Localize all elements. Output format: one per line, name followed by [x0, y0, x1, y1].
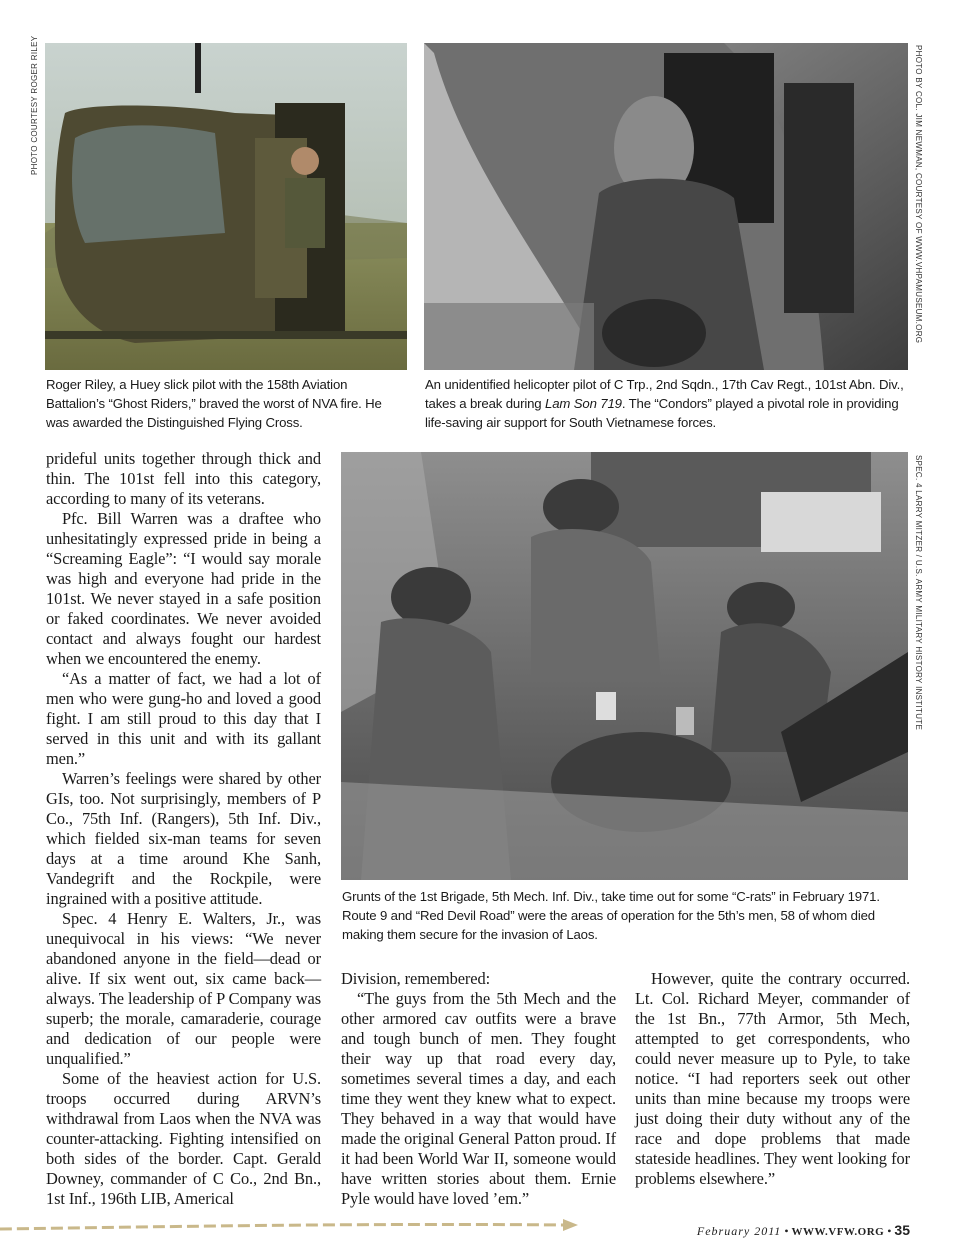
- paragraph: However, quite the contrary occurred. Lt. Col. Richard Meyer, commander of the 1st Bn., 77th Armor, 5th Mech, attempted to get correspondents, who could never measure up to Pyle, to take notice. “I had reporters seek out other units than mine because my troops were just doing their duty without any of the race and dope problems that made stateside headlines. They went looking for problems elsewhere.”: [635, 969, 910, 1188]
- caption-grunts-text: Grunts of the 1st Brigade, 5th Mech. Inf. Div., take time out for some “C-rats” in February 1971. Route 9 and “Red Devil Road” were the areas of operation for the 5th’s men, 58 of whom died making them secure for the invasion of Laos.: [342, 889, 880, 942]
- photo-grunts-c-rats: [341, 452, 908, 880]
- caption-condor-post: . The “Condors” played a pivotal role in providing life-saving air support for South Vietnamese forces.: [425, 396, 899, 430]
- photo-credit-mitzer: SPEC. 4 LARRY MITZER / U.S. ARMY MILITARY HISTORY INSTITUTE: [914, 455, 923, 731]
- photo-huey-pilot-riley: [45, 43, 407, 370]
- paragraph: “As a matter of fact, we had a lot of men who were gung-ho and loved a good fight. I am still proud to this day that I served in this unit and with its gallant men.”: [46, 669, 321, 768]
- page-footer: [697, 1222, 910, 1239]
- caption-riley-text: Roger Riley, a Huey slick pilot with the 158th Aviation Battalion’s “Ghost Riders,” braved the worst of NVA fire. He was awarded the Distinguished Flying Cross.: [46, 377, 382, 430]
- caption-condor: [425, 375, 909, 432]
- column-middle: [341, 969, 616, 1209]
- photo-condor-pilot: [424, 43, 908, 370]
- caption-condor-pre: An unidentified helicopter pilot of C Trp., 2nd Sqdn., 17th Cav Regt., 101st Abn. Div., takes a break during: [425, 377, 904, 411]
- column-left: [46, 449, 321, 1209]
- footer-dash-rule: [0, 1219, 580, 1239]
- caption-grunts: [342, 887, 908, 944]
- footer-issue-date: February 2011: [696, 1224, 782, 1238]
- photo-credit-riley: PHOTO COURTESY ROGER RILEY: [30, 35, 39, 175]
- caption-riley: [46, 375, 402, 432]
- paragraph: Division, remembered:: [341, 969, 491, 988]
- footer-bullet: •: [784, 1224, 789, 1238]
- page-number: 35: [894, 1222, 910, 1238]
- paragraph: Some of the heaviest action for U.S. troops occurred during ARVN’s withdrawal from Laos when the NVA was counter-attacking. Fighting intensified on both sides of the border. Capt. Gerald Downey, commander of C Co., 2nd Bn., 1st Inf., 196th LIB, Americal: [46, 1069, 321, 1208]
- paragraph: “The guys from the 5th Mech and the other armored cav outfits were a brave and tough bunch of men. They fought their way up that road every day, sometimes several times a day, and each time they went they knew what to expect. They behaved in a way that would have made the original General Patton proud. If it had been World War II, someone would have written stories about them. Ernie Pyle would have loved ’em.”: [341, 989, 616, 1208]
- paragraph: Spec. 4 Henry E. Walters, Jr., was unequivocal in his views: “We never abandoned anyone in the field—dead or alive. If six went out, six came back—always. The leadership of P Company was superb; the morale, camaraderie, courage and dedication of our people were unqualified.”: [46, 909, 321, 1068]
- footer-bullet: •: [887, 1224, 892, 1238]
- column-right: [635, 969, 910, 1189]
- paragraph: Warren’s feelings were shared by other GIs, too. Not surprisingly, members of P Co., 75th Inf. (Rangers), 5th Inf. Div., which fielded six-man teams for seven days at a time around Khe Sanh, Vandegrift and the Rockpile, were ingrained with a positive attitude.: [46, 769, 321, 908]
- footer-website: WWW.VFW.ORG: [791, 1226, 885, 1238]
- paragraph: prideful units together through thick and thin. The 101st fell into this category, according to many of its veterans.: [46, 449, 321, 508]
- caption-condor-op: Lam Son 719: [545, 396, 622, 411]
- photo-credit-newman: PHOTO BY COL. JIM NEWMAN, COURTESY OF WWW.VHPAMUSEUM.ORG: [914, 45, 923, 344]
- paragraph: Pfc. Bill Warren was a draftee who unhesitatingly expressed pride in being a “Screaming Eagle”: “I would say morale was high and everyone had pride in the 101st. We never stayed in a safe position or faked coordinates. We never avoided contact and always fought our hardest when we encountered the enemy.: [46, 509, 321, 668]
